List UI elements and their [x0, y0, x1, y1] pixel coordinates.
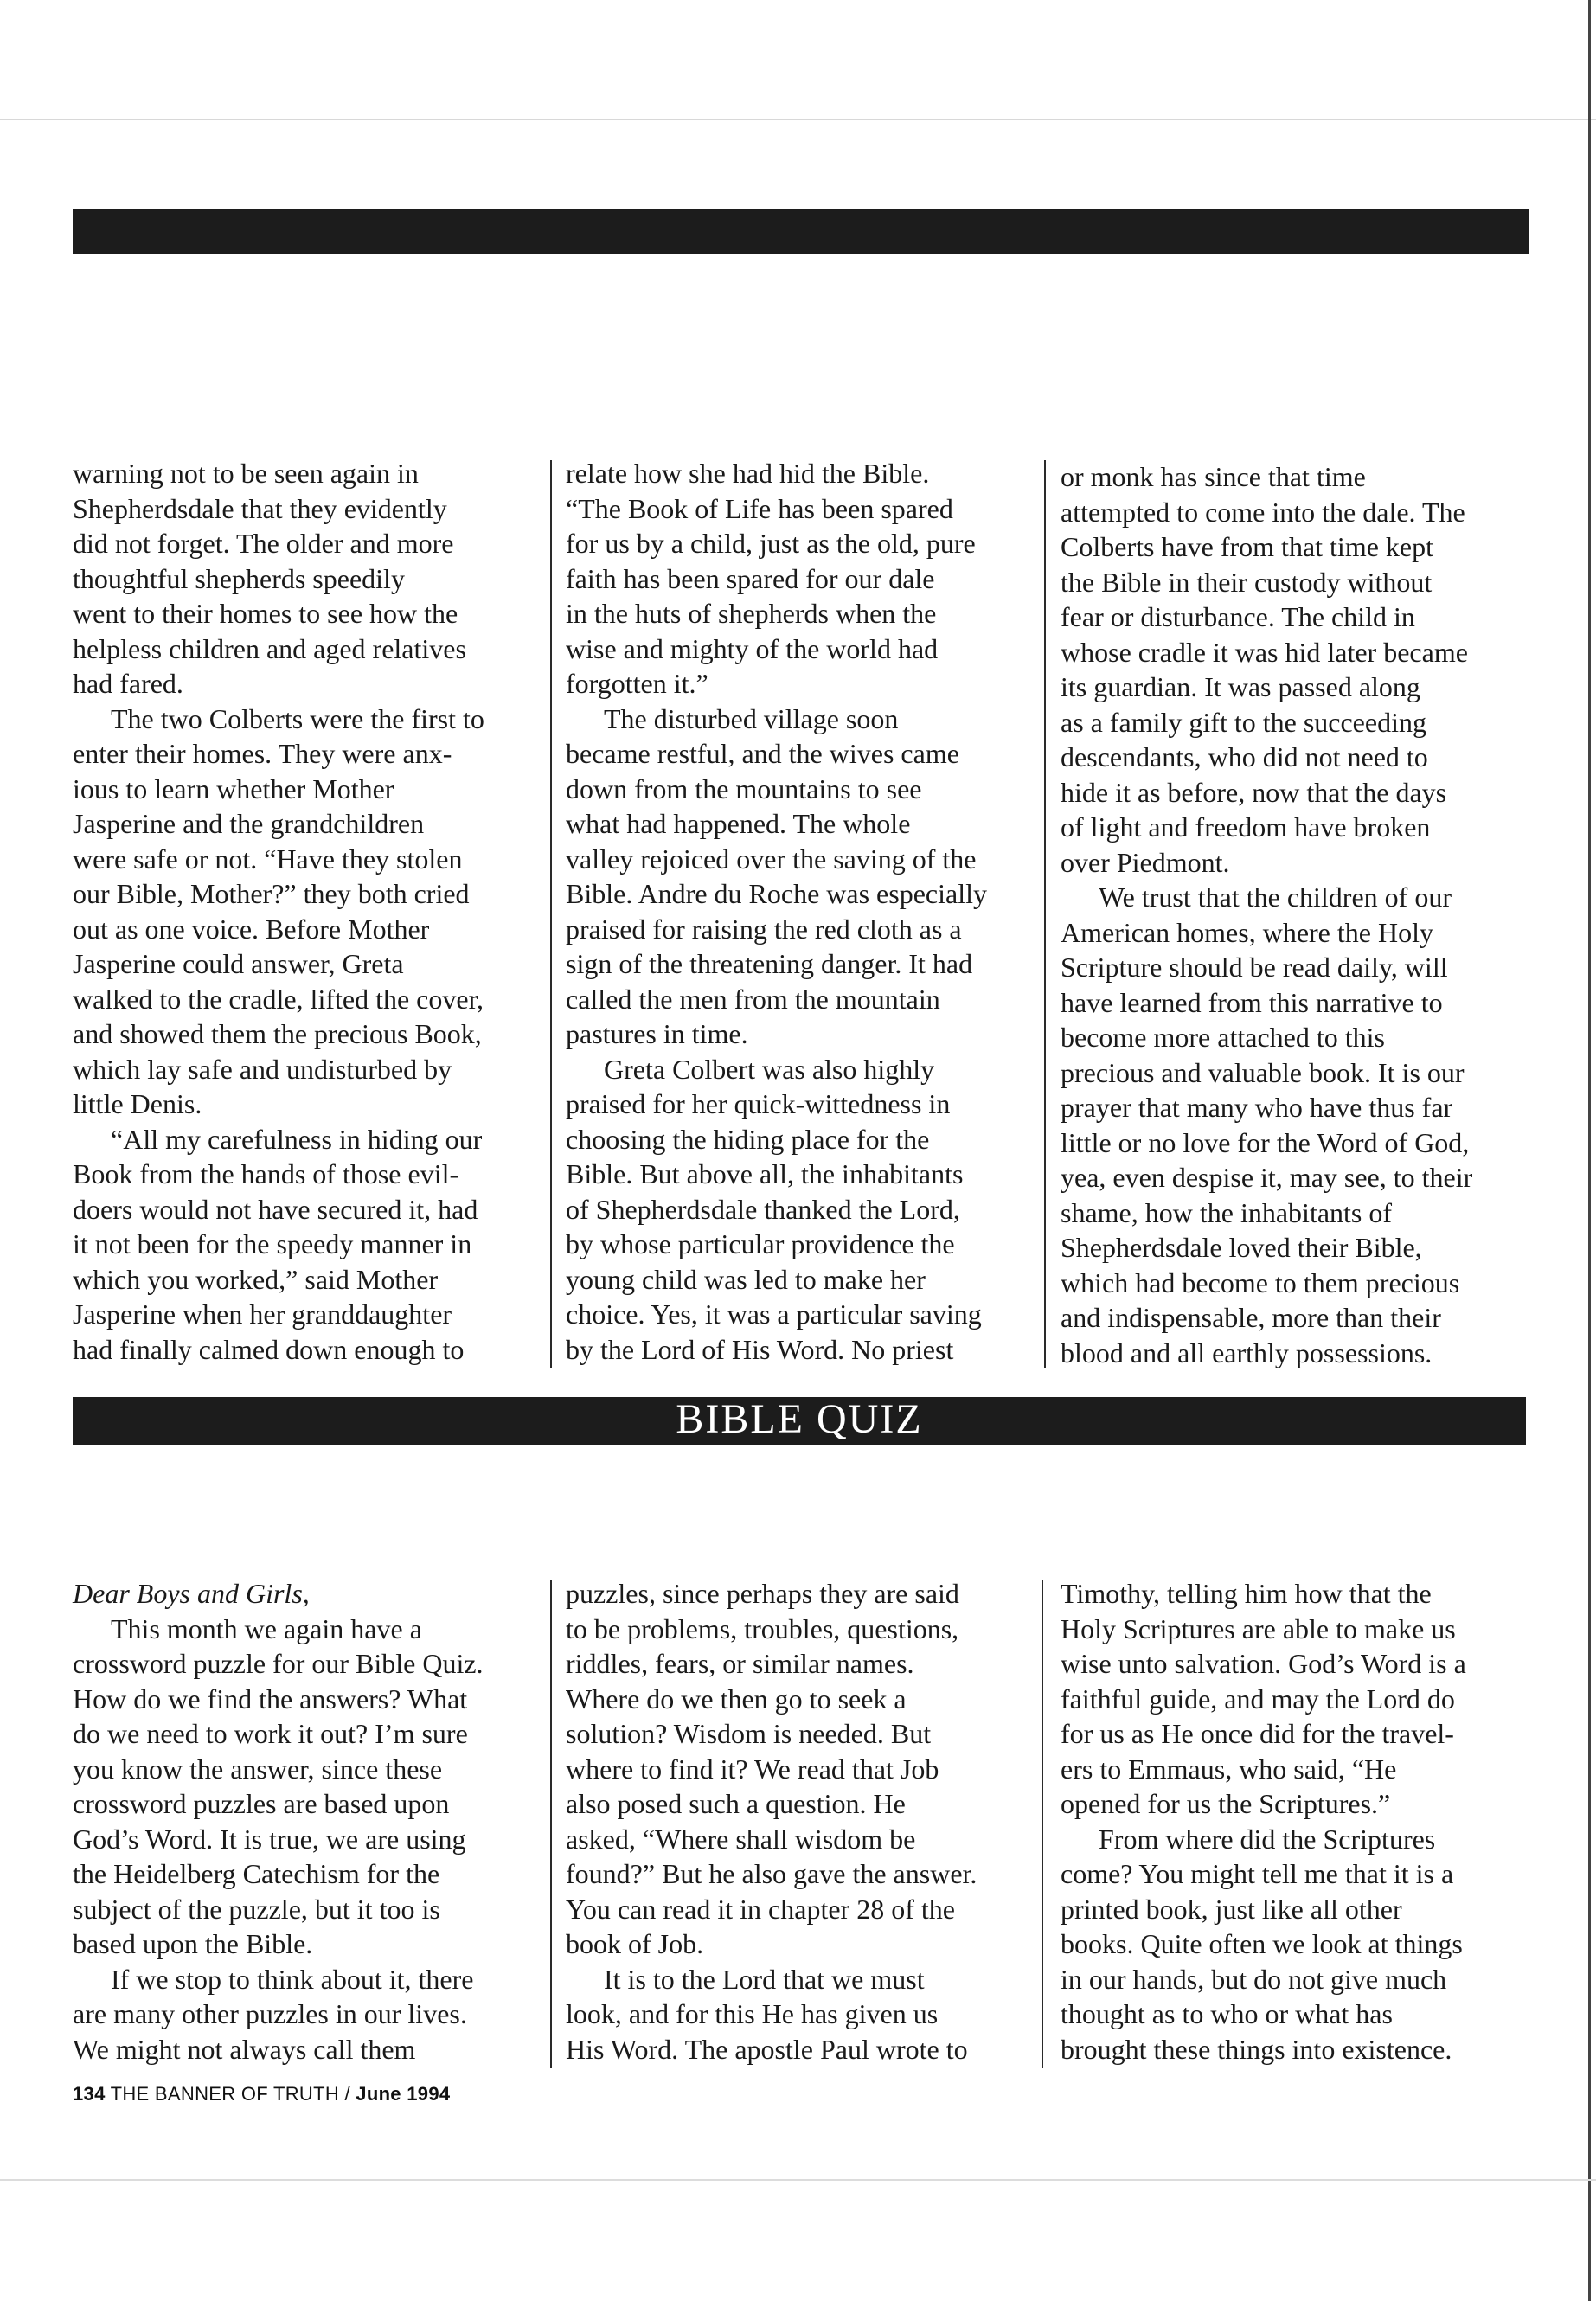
text-line: ers to Emmaus, who said, “He: [1061, 1753, 1397, 1785]
text-line: Shepherdsdale loved their Bible,: [1061, 1232, 1422, 1263]
text-line: come? You might tell me that it is a: [1061, 1858, 1454, 1889]
text-line: Scripture should be read daily, will: [1061, 952, 1448, 983]
text-line: It is to the Lord that we must: [604, 1963, 925, 1995]
story-column-2: [566, 456, 1037, 1367]
text-line: Greta Colbert was also highly: [604, 1053, 935, 1085]
text-line: which lay safe and undisturbed by: [73, 1053, 452, 1085]
text-line: in the huts of shepherds when the: [566, 598, 937, 629]
text-line: by the Lord of His Word. No priest: [566, 1333, 954, 1365]
text-line: went to their homes to see how the: [73, 598, 458, 629]
story-column-1: [73, 456, 544, 1367]
text-line: for us by a child, just as the old, pure: [566, 528, 976, 559]
text-line: His Word. The apostle Paul wrote to: [566, 2033, 968, 2065]
text-line: The two Colberts were the first to: [111, 702, 484, 734]
paragraph: [73, 456, 544, 702]
text-line: Jasperine and the grandchildren: [73, 808, 425, 839]
text-line: relate how she had hid the Bible.: [566, 458, 930, 489]
text-line: God’s Word. It is true, we are using: [73, 1823, 466, 1855]
text-line: faith has been spared for our dale: [566, 562, 935, 594]
text-line: book of Job.: [566, 1928, 704, 1959]
text-line: or monk has since that time: [1061, 461, 1366, 492]
text-line: precious and valuable book. It is our: [1061, 1056, 1465, 1088]
text-line: had finally calmed down enough to: [73, 1333, 465, 1365]
issue-date: June 1994: [356, 2083, 451, 2105]
text-line: what had happened. The whole: [566, 808, 911, 839]
text-line: which you worked,” said Mother: [73, 1263, 439, 1295]
text-line: sign of the threatening danger. It had: [566, 948, 973, 979]
text-line: little Denis.: [73, 1088, 202, 1119]
text-line: choice. Yes, it was a particular saving: [566, 1298, 982, 1330]
text-line: descendants, who did not need to: [1061, 741, 1428, 772]
text-line: solution? Wisdom is needed. But: [566, 1718, 932, 1749]
text-line: subject of the puzzle, but it too is: [73, 1893, 440, 1925]
text-line: brought these things into existence.: [1061, 2033, 1452, 2065]
quiz-column-3: [1061, 1576, 1532, 2067]
text-line: young child was led to make her: [566, 1263, 926, 1295]
text-line: called the men from the mountain: [566, 983, 940, 1015]
text-line: pastures in time.: [566, 1018, 748, 1049]
text-line: Timothy, telling him how that the: [1061, 1578, 1432, 1609]
text-line: wise unto salvation. God’s Word is a: [1061, 1648, 1466, 1679]
paragraph: [566, 1576, 1037, 1962]
text-line: of light and freedom have broken: [1061, 811, 1431, 843]
text-line: helpless children and aged relatives: [73, 632, 466, 664]
text-line: The disturbed village soon: [604, 702, 899, 734]
page-footer: [73, 2083, 450, 2106]
text-line: of Shepherdsdale thanked the Lord,: [566, 1193, 960, 1225]
text-line: Book from the hands of those evil-: [73, 1158, 459, 1189]
text-line: We might not always call them: [73, 2033, 416, 2065]
text-line: You can read it in chapter 28 of the: [566, 1893, 955, 1925]
text-line: were safe or not. “Have they stolen: [73, 843, 463, 875]
text-line: asked, “Where shall wisdom be: [566, 1823, 916, 1855]
text-line: crossword puzzle for our Bible Quiz.: [73, 1648, 484, 1679]
text-line: printed book, just like all other: [1061, 1893, 1402, 1925]
text-line: ious to learn whether Mother: [73, 772, 394, 804]
text-line: Jasperine when her granddaughter: [73, 1298, 452, 1330]
text-line: where to find it? We read that Job: [566, 1753, 939, 1785]
text-line: shame, how the inhabitants of: [1061, 1196, 1393, 1228]
text-line: enter their homes. They were anx-: [73, 738, 452, 769]
bottom-rule: [0, 2179, 1596, 2181]
column-divider: [550, 1580, 552, 2068]
text-line: and showed them the precious Book,: [73, 1018, 482, 1049]
text-line: From where did the Scriptures: [1099, 1823, 1436, 1855]
publication-name: THE BANNER OF TRUTH /: [110, 2083, 350, 2105]
paragraph: [566, 702, 1037, 1052]
column-divider: [1044, 460, 1046, 1368]
text-line: little or no love for the Word of God,: [1061, 1126, 1470, 1158]
page-edge: [1588, 0, 1591, 2301]
text-line: by whose particular providence the: [566, 1228, 955, 1259]
text-line: over Piedmont.: [1061, 846, 1230, 878]
text-line: our Bible, Mother?” they both cried: [73, 878, 470, 909]
text-line: found?” But he also gave the answer.: [566, 1858, 977, 1889]
paragraph: [1061, 1822, 1532, 2067]
text-line: thoughtful shepherds speedily: [73, 562, 405, 594]
text-line: had fared.: [73, 668, 183, 699]
text-line: down from the mountains to see: [566, 772, 922, 804]
text-line: choosing the hiding place for the: [566, 1123, 930, 1155]
quiz-salutation: Dear Boys and Girls,: [73, 1578, 310, 1609]
paragraph: [1061, 1576, 1532, 1822]
text-line: Holy Scriptures are able to make us: [1061, 1612, 1456, 1644]
text-line: How do we find the answers? What: [73, 1682, 468, 1715]
text-line: Bible. But above all, the inhabitants: [566, 1158, 964, 1189]
text-line: We trust that the children of our: [1099, 881, 1452, 913]
text-line: also posed such a question. He: [566, 1788, 906, 1819]
text-line: books. Quite often we look at things: [1061, 1928, 1463, 1959]
paragraph: [73, 1612, 544, 1962]
text-line: wise and mighty of the world had: [566, 632, 939, 664]
quiz-column-2: [566, 1576, 1037, 2067]
paragraph: [1061, 880, 1532, 1370]
text-line: yea, even despise it, may see, to their: [1061, 1162, 1473, 1193]
text-line: thought as to who or what has: [1061, 1998, 1393, 2029]
page-number: 134: [73, 2083, 106, 2105]
text-line: forgotten it.”: [566, 668, 708, 699]
paragraph: [73, 1962, 544, 2067]
quiz-column-1: [73, 1576, 544, 2067]
bible-quiz-title: BIBLE QUIZ: [676, 1396, 923, 1442]
text-line: whose cradle it was hid later became: [1061, 636, 1468, 668]
text-line: puzzles, since perhaps they are said: [566, 1578, 959, 1609]
text-line: This month we again have a: [111, 1612, 422, 1644]
text-line: have learned from this narrative to: [1061, 986, 1443, 1018]
paragraph: [566, 456, 1037, 702]
text-line: the Bible in their custody without: [1061, 566, 1433, 598]
text-line: and indispensable, more than their: [1061, 1302, 1441, 1333]
text-line: are many other puzzles in our lives.: [73, 1998, 467, 2029]
text-line: If we stop to think about it, there: [111, 1963, 474, 1995]
text-line: “All my carefulness in hiding our: [111, 1123, 483, 1155]
text-line: Jasperine could answer, Greta: [73, 948, 404, 979]
text-line: out as one voice. Before Mother: [73, 913, 430, 945]
text-line: do we need to work it out? I’m sure: [73, 1718, 468, 1749]
text-line: “The Book of Life has been spared: [566, 492, 953, 524]
text-line: you know the answer, since these: [73, 1753, 443, 1785]
text-line: became restful, and the wives came: [566, 738, 959, 769]
text-line: based upon the Bible.: [73, 1928, 313, 1959]
text-line: hide it as before, now that the days: [1061, 776, 1447, 808]
paragraph: [73, 1122, 544, 1368]
text-line: look, and for this He has given us: [566, 1998, 939, 2029]
text-line: Bible. Andre du Roche was especially: [566, 878, 987, 909]
text-line: fear or disturbance. The child in: [1061, 601, 1415, 632]
text-line: American homes, where the Holy: [1061, 916, 1433, 948]
bible-quiz-banner: [73, 1397, 1526, 1445]
text-line: opened for us the Scriptures.”: [1061, 1788, 1391, 1819]
text-line: crossword puzzles are based upon: [73, 1788, 450, 1819]
text-line: praised for her quick-wittedness in: [566, 1088, 951, 1119]
text-line: Where do we then go to seek a: [566, 1682, 907, 1715]
column-divider: [1042, 1580, 1043, 2068]
text-line: Colberts have from that time kept: [1061, 531, 1433, 562]
paragraph: [73, 702, 544, 1122]
text-line: which had become to them precious: [1061, 1266, 1460, 1298]
text-line: attempted to come into the dale. The: [1061, 496, 1465, 528]
text-line: it not been for the speedy manner in: [73, 1228, 472, 1259]
text-line: as a family gift to the succeeding: [1061, 706, 1426, 738]
text-line: become more attached to this: [1061, 1022, 1385, 1053]
text-line: its guardian. It was passed along: [1061, 671, 1420, 702]
paragraph: [1061, 459, 1532, 880]
top-rule: [0, 119, 1596, 120]
text-line: praised for raising the red cloth as a: [566, 913, 962, 945]
text-line: blood and all earthly possessions.: [1061, 1336, 1433, 1368]
text-line: Shepherdsdale that they evidently: [73, 492, 447, 524]
text-line: in our hands, but do not give much: [1061, 1963, 1447, 1995]
text-line: doers would not have secured it, had: [73, 1193, 478, 1225]
header-band: [73, 209, 1529, 254]
text-line: riddles, fears, or similar names.: [566, 1648, 914, 1679]
text-line: valley rejoiced over the saving of the: [566, 843, 977, 875]
text-line: for us as He once did for the travel-: [1061, 1718, 1454, 1749]
text-line: walked to the cradle, lifted the cover,: [73, 983, 484, 1015]
text-line: the Heidelberg Catechism for the: [73, 1858, 440, 1889]
text-line: did not forget. The older and more: [73, 528, 454, 559]
text-line: to be problems, troubles, questions,: [566, 1612, 959, 1644]
story-column-3: [1061, 459, 1532, 1370]
text-line: faithful guide, and may the Lord do: [1061, 1682, 1455, 1715]
paragraph: [566, 1052, 1037, 1368]
paragraph: [566, 1962, 1037, 2067]
column-divider: [550, 460, 552, 1368]
text-line: prayer that many who have thus far: [1061, 1092, 1453, 1123]
text-line: warning not to be seen again in: [73, 458, 419, 489]
